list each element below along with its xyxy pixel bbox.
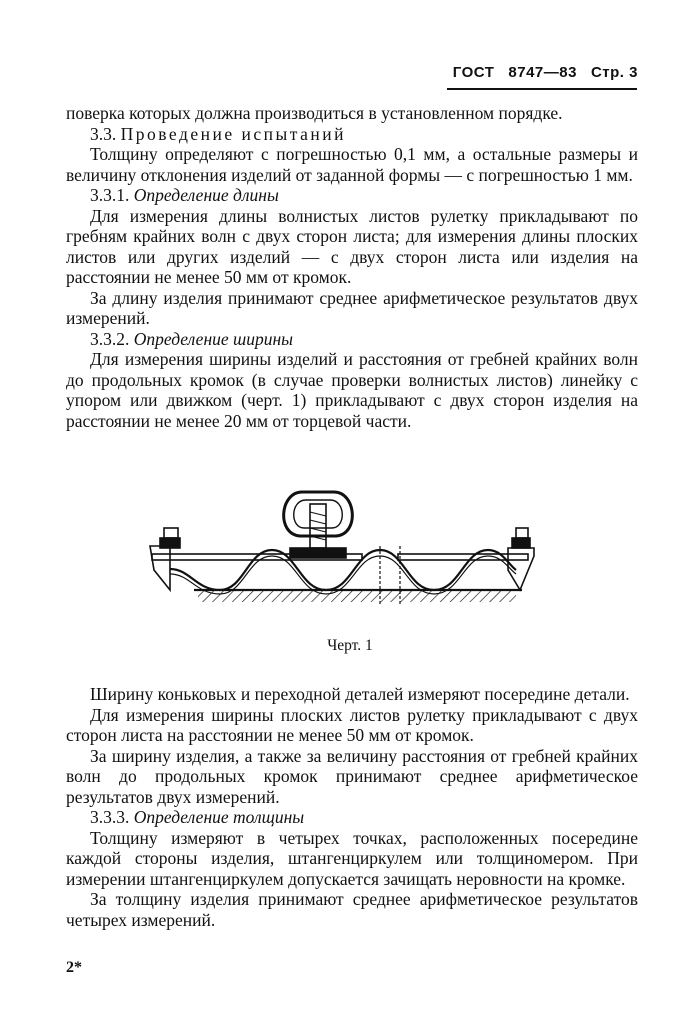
paragraph: За ширину изделия, а также за величину расстояния от гребней крайних волн до продольных кромок принимают среднее арифметическое результатов двух измерений. <box>66 745 638 807</box>
left-clamp <box>160 538 180 548</box>
corrugated-sheet-underside <box>170 556 516 594</box>
subsection-heading <box>66 329 638 350</box>
left-clamp-knob <box>164 528 178 538</box>
paragraph: Для измерения ширины изделий и расстояния от гребней крайних волн до продольных кромок (в случае проверки волнистых листов) линейку с упором или движком (черт. 1) прикладывают с двух сторон изделия на расстоянии не менее 20 мм от торцевой части. <box>66 349 638 431</box>
paragraph: За длину изделия принимают среднее арифметическое результатов двух измерений. <box>66 287 638 328</box>
right-clamp <box>512 538 530 548</box>
page-header <box>439 64 638 81</box>
header-gost: ГОСТ <box>452 64 495 81</box>
subsection-heading <box>66 807 638 828</box>
section-title: Проведение испытаний <box>120 123 346 144</box>
subsection-title: Определение толщины <box>133 807 305 827</box>
right-clamp-knob <box>516 528 528 538</box>
section-heading <box>66 124 638 145</box>
subsection-number: 3.3.3. <box>90 807 130 827</box>
left-stop <box>150 546 170 590</box>
header-rule <box>447 88 637 90</box>
slider-block <box>290 548 346 558</box>
figure-caption: Черт. 1 <box>327 637 373 654</box>
paragraph: поверка которых должна производиться в установленном порядке. <box>66 103 563 123</box>
text-block-top <box>66 103 638 431</box>
subsection-number: 3.3.1. <box>90 185 130 205</box>
paragraph: Ширину коньковых и переходной деталей измеряют посередине детали. <box>90 684 630 704</box>
measurement-drawing <box>130 486 550 614</box>
subsection-title: Определение ширины <box>133 328 294 349</box>
header-page: Стр. 3 <box>590 64 638 81</box>
paragraph: Толщину определяют с погрешностью 0,1 мм, а остальные размеры и величину отклонения изделий от заданной формы — с погрешностью 1 мм. <box>66 144 638 185</box>
paragraph: Для измерения ширины плоских листов рулетку прикладывают с двух сторон листа на расстоянии не менее 50 мм от кромок. <box>66 704 638 745</box>
paragraph: Толщину измеряют в четырех точках, расположенных посередине каждой стороны изделия, штангенциркулем или толщиномером. При измерении штангенциркулем допускается зачищать неровности на кромке. <box>66 827 638 889</box>
text-block-bottom <box>66 684 638 930</box>
subsection-heading <box>66 185 638 206</box>
slider-screw <box>310 504 326 548</box>
ground-hatch <box>198 590 516 602</box>
paragraph: Для измерения длины волнистых листов рулетку прикладывают по гребням крайних волн с двух сторон листа; для измерения длины плоских листов или других изделий — с двух сторон листа или изделия на расстоянии не менее 50 мм от кромок. <box>66 205 638 287</box>
subsection-number: 3.3.2. <box>90 328 130 349</box>
page-footer-mark: 2* <box>66 959 82 976</box>
header-number: 8747—83 <box>508 64 577 81</box>
paragraph: За толщину изделия принимают среднее арифметическое результатов четырех измерений. <box>66 889 638 930</box>
subsection-title: Определение длины <box>133 185 279 205</box>
section-number: 3.3. <box>90 123 117 144</box>
